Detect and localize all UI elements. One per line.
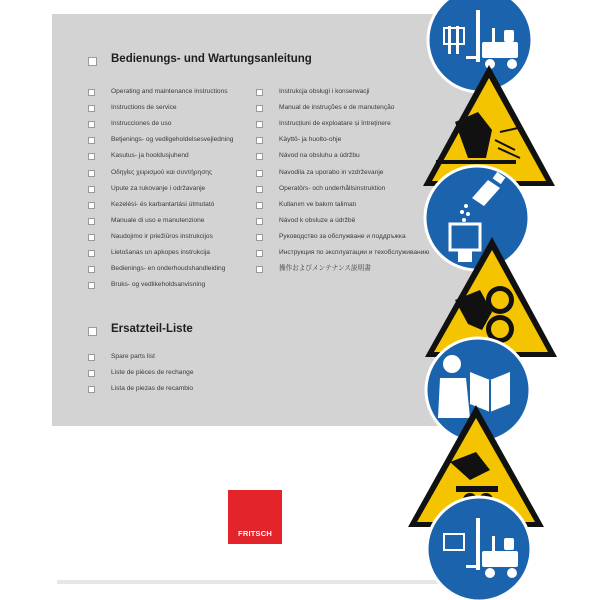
list-item: Instrucțiuni de exploatare și întreținere	[279, 120, 391, 128]
heading-parts: Ersatzteil-Liste	[111, 323, 193, 335]
list-item: Spare parts list	[111, 353, 155, 360]
list-item: Betjenings- og vedligeholdelsesvejledning	[111, 136, 234, 144]
pour-into-hopper-icon	[425, 166, 529, 270]
list-item: Инструкция по эксплуатации и техобслуживанию	[279, 249, 430, 256]
list-item: Manual de instruções e de manutenção	[279, 104, 395, 112]
list-item: Operatörs- och underhållsinstruktion	[279, 184, 386, 192]
list-item: Operating and maintenance instructions	[111, 88, 228, 95]
list-item: Instructions de service	[111, 104, 177, 112]
list-item: Lietošanas un apkopes instrukcija	[111, 249, 210, 256]
list-item: Kullanım ve bakım talimatı	[279, 200, 357, 208]
list-item: Kezelési- és karbantartási útmutató	[111, 200, 215, 208]
forklift-icon	[428, 0, 532, 92]
list-item: Návod k obsluze a údržbě	[279, 216, 356, 224]
list-item: Instrukcja obsługi i konserwacji	[279, 88, 370, 95]
list-item: Naudojimo ir priežiūros instrukcijos	[111, 232, 213, 240]
list-item: Lista de piezas de recambio	[111, 385, 194, 392]
list-item: Instrucciones de uso	[111, 120, 172, 128]
forklift-icon	[427, 497, 531, 600]
list-item: Käyttö- ja huolto-ohje	[279, 136, 342, 144]
list-item: Руководство за обслужване и поддръжка	[279, 232, 406, 240]
list-item: Liste de pièces de rechange	[111, 369, 194, 376]
list-item: 操作およびメンテナンス説明書	[279, 265, 371, 273]
list-item: Manuale di uso e manutenzione	[111, 216, 205, 224]
list-item: Bedienings- en onderhoudshandleiding	[111, 265, 226, 273]
list-item: Navodila za uporabo in vzdrževanje	[279, 168, 384, 176]
list-item: Οδηγίες χειρισμού και συντήρησης	[111, 168, 213, 176]
logo-text: FRITSCH	[238, 529, 272, 538]
heading-manuals: Bedienungs- und Wartungsanleitung	[111, 53, 312, 65]
list-item: Bruks- og vedlikeholdsanvisning	[111, 281, 206, 289]
list-item: Návod na obsluhu a údržbu	[279, 152, 360, 160]
list-item: Upute za rukovanje i održavanje	[111, 184, 206, 192]
list-item: Kasutus- ja hooldusjuhend	[111, 152, 189, 160]
